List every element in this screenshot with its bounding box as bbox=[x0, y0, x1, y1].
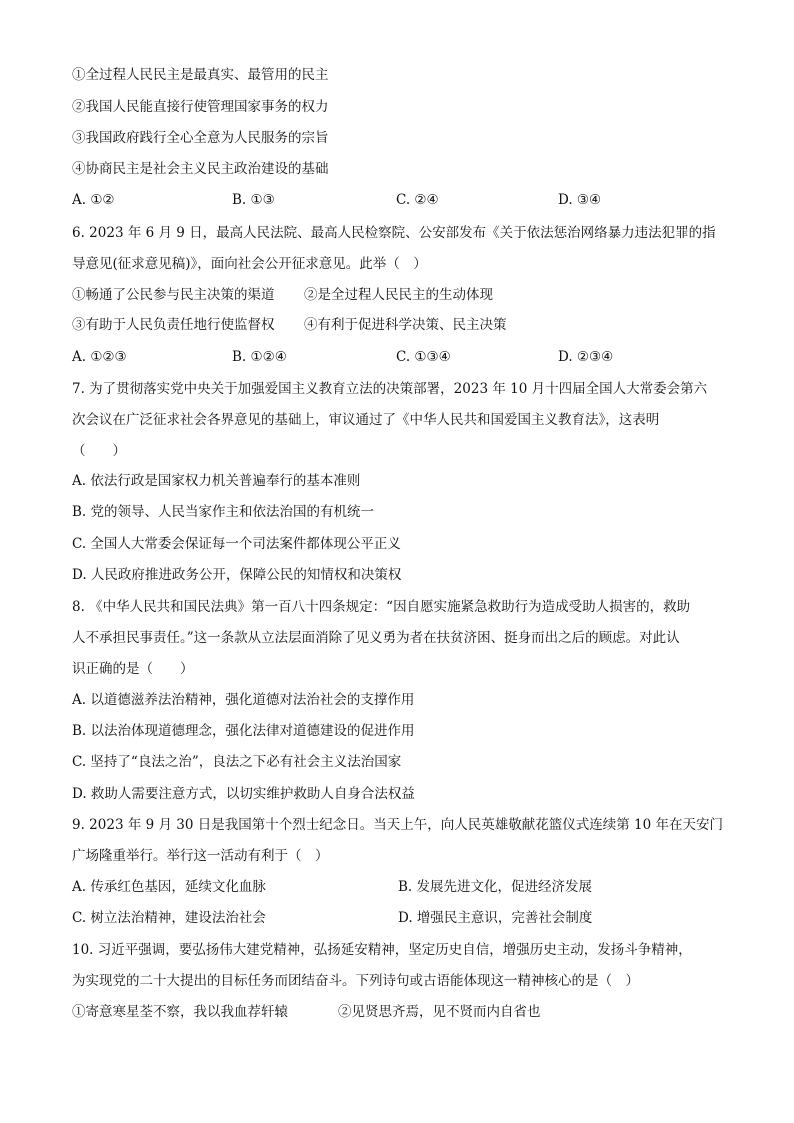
q8-option-b: B. 以法治体现道德理念，强化法律对道德建设的促进作用 bbox=[72, 723, 415, 739]
q9-option-c: C. 树立法治精神，建设法治社会 bbox=[72, 910, 266, 926]
q7-stem-line-1: 7. 为了贯彻落实党中央关于加强爱国主义教育立法的决策部署，2023 年 10 月十四届全国人大常委会第六 bbox=[72, 381, 708, 397]
q6-statement-3: ③有助于人民负责任地行使监督权 bbox=[72, 317, 275, 333]
q9-stem-line-1: 9. 2023 年 9 月 30 日是我国第十个烈士纪念日。当天上午，向人民英雄敬献花篮仪式连续第 10 年在天安门 bbox=[72, 817, 724, 833]
q10-statement-1: ①寄意寒星荃不察，我以我血荐轩辕 bbox=[72, 1004, 288, 1020]
q5-option-a: A. ①② bbox=[72, 192, 115, 208]
q7-option-b: B. 党的领导、人民当家作主和依法治国的有机统一 bbox=[72, 504, 375, 520]
q8-option-d: D. 救助人需要注意方式，以切实维护救助人自身合法权益 bbox=[72, 786, 415, 802]
q10-stem-line-2: 为实现党的二十大提出的目标任务而团结奋斗。下列诗句或古语能体现这一精神核心的是（ ） bbox=[72, 973, 639, 989]
q6-option-b: B. ①②④ bbox=[232, 349, 287, 365]
q6-stem-line-1: 6. 2023 年 6 月 9 日，最高人民法院、最高人民检察院、公安部发布《关于依法惩治网络暴力违法犯罪的指 bbox=[72, 225, 716, 241]
q6-option-a: A. ①②③ bbox=[72, 349, 127, 365]
q5-statement-2: ②我国人民能直接行使管理国家事务的权力 bbox=[72, 99, 329, 115]
q5-option-d: D. ③④ bbox=[558, 192, 602, 208]
q9-option-a: A. 传承红色基因，延续文化血脉 bbox=[72, 879, 266, 895]
q10-statements-row bbox=[72, 1001, 734, 1023]
q5-statement-3: ③我国政府践行全心全意为人民服务的宗旨 bbox=[72, 130, 329, 146]
q9-options-row-1 bbox=[72, 876, 734, 898]
q6-statement-1: ①畅通了公民参与民主决策的渠道 bbox=[72, 287, 275, 303]
q6-option-d: D. ②③④ bbox=[558, 349, 614, 365]
q8-stem-line-1: 8. 《中华人民共和国民法典》第一百八十四条规定：“因自愿实施紧急救助行为造成受助人损害的，救助 bbox=[72, 599, 691, 615]
q7-option-d: D. 人民政府推进政务公开，保障公民的知情权和决策权 bbox=[72, 567, 402, 583]
q9-option-d: D. 增强民主意识，完善社会制度 bbox=[398, 910, 593, 926]
q6-statement-4: ④有利于促进科学决策、民主决策 bbox=[304, 317, 507, 333]
q7-option-c: C. 全国人大常委会保证每一个司法案件都体现公平正义 bbox=[72, 536, 401, 552]
q10-stem-line-1: 10. 习近平强调，要弘扬伟大建党精神，弘扬延安精神，坚定历史自信，增强历史主动，发扬斗争精神， bbox=[72, 942, 692, 958]
q8-stem-line-2: 人不承担民事责任。”这一条款从立法层面消除了见义勇为者在扶贫济困、挺身而出之后的顾虑。对此认 bbox=[72, 630, 680, 646]
q7-stem-line-2: 次会议在广泛征求社会各界意见的基础上，审议通过了《中华人民共和国爱国主义教育法》，这表明 bbox=[72, 412, 660, 428]
q5-statement-1: ①全过程人民民主是最真实、最管用的民主 bbox=[72, 67, 329, 83]
q10-statement-2: ②见贤思齐焉，见不贤而内自省也 bbox=[338, 1004, 541, 1020]
q5-option-c: C. ②④ bbox=[396, 192, 439, 208]
q6-statements-row-2 bbox=[72, 314, 734, 336]
q9-stem-line-2: 广场隆重举行。举行这一活动有利于（ ） bbox=[72, 848, 329, 864]
q9-option-b: B. 发展先进文化，促进经济发展 bbox=[398, 879, 593, 895]
q6-options bbox=[72, 346, 734, 368]
q8-option-a: A. 以道德滋养法治精神，强化道德对法治社会的支撑作用 bbox=[72, 692, 415, 708]
q6-statements-row-1 bbox=[72, 284, 734, 306]
q7-option-a: A. 依法行政是国家权力机关普遍奉行的基本准则 bbox=[72, 473, 361, 489]
q5-statement-4: ④协商民主是社会主义民主政治建设的基础 bbox=[72, 161, 329, 177]
q6-stem-line-2: 导意见(征求意见稿)》，面向社会公开征求意见。此举（ ） bbox=[72, 256, 427, 272]
q8-stem-line-3: 识正确的是（ ） bbox=[72, 661, 194, 677]
q8-option-c: C. 坚持了“良法之治”，良法之下必有社会主义法治国家 bbox=[72, 754, 402, 770]
q7-stem-line-3: （ ） bbox=[72, 443, 126, 459]
q6-statement-2: ②是全过程人民民主的生动体现 bbox=[304, 287, 493, 303]
q5-option-b: B. ①③ bbox=[232, 192, 275, 208]
q6-option-c: C. ①③④ bbox=[396, 349, 451, 365]
q9-options-row-2 bbox=[72, 907, 734, 929]
q5-options bbox=[72, 189, 734, 211]
